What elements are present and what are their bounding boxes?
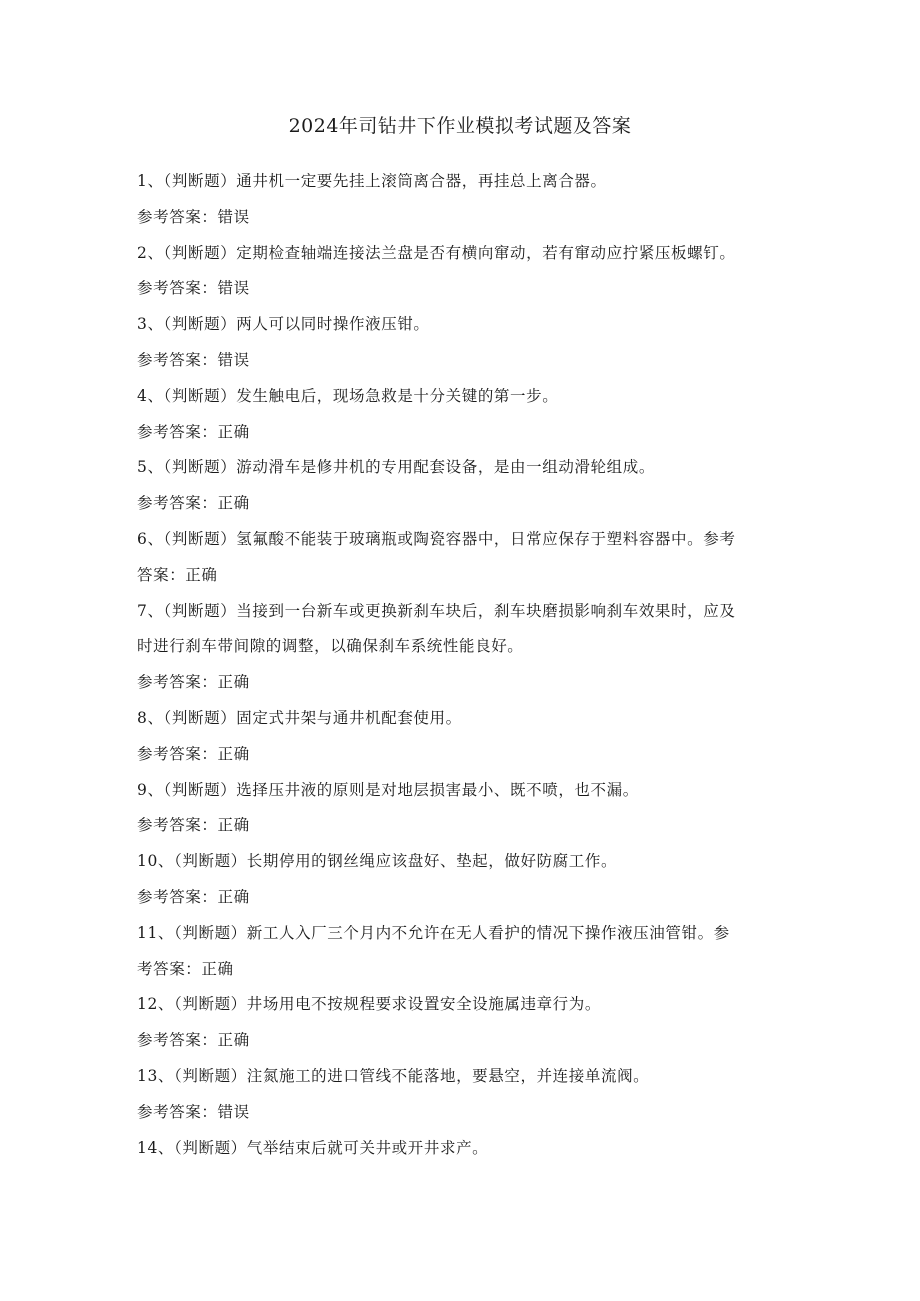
question-12-line-1: 12、（判断题）井场用电不按规程要求设置安全设施属违章行为。 xyxy=(137,995,601,1014)
question-1-line-1: 1、（判断题）通井机一定要先挂上滚筒离合器，再挂总上离合器。 xyxy=(137,172,607,190)
question-13-line-1: 13、（判断题）注氮施工的进口管线不能落地，要悬空，并连接单流阀。 xyxy=(137,1066,650,1085)
question-4-line-1: 4、（判断题）发生触电后，现场急救是十分关键的第一步。 xyxy=(137,386,559,405)
document-title: 2024年司钻井下作业模拟考试题及答案 xyxy=(288,115,632,137)
answer-5: 参考答案：正确 xyxy=(137,494,250,513)
question-2-line-1: 2、（判断题）定期检查轴端连接法兰盘是否有横向窜动，若有窜动应拧紧压板螺钉。 xyxy=(137,243,736,262)
document-body xyxy=(137,164,787,1166)
answer-4: 参考答案：正确 xyxy=(137,422,250,441)
answer-8: 参考答案：正确 xyxy=(137,744,250,763)
answer-7: 参考答案：正确 xyxy=(137,673,250,692)
question-7-line-1: 7、（判断题）当接到一台新车或更换新刹车块后，刹车块磨损影响刹车效果时，应及 xyxy=(137,601,736,620)
answer-2: 参考答案：错误 xyxy=(137,279,250,298)
question-11-line-1: 11、（判断题）新工人入厂三个月内不允许在无人看护的情况下操作液压油管钳。参 xyxy=(137,923,730,942)
question-7-line-2: 时进行刹车带间隙的调整，以确保刹车系统性能良好。 xyxy=(137,637,524,656)
answer-9: 参考答案：正确 xyxy=(137,816,250,835)
answer-11: 考答案：正确 xyxy=(137,959,234,978)
question-3-line-1: 3、（判断题）两人可以同时操作液压钳。 xyxy=(137,315,430,334)
question-8-line-1: 8、（判断题）固定式井架与通井机配套使用。 xyxy=(137,708,462,727)
answer-1: 参考答案：错误 xyxy=(137,207,250,226)
answer-13: 参考答案：错误 xyxy=(137,1102,250,1121)
answer-3: 参考答案：错误 xyxy=(137,350,250,369)
answer-10: 参考答案：正确 xyxy=(137,887,250,906)
answer-12: 参考答案：正确 xyxy=(137,1031,250,1050)
question-14-line-1: 14、（判断题）气举结束后就可关井或开井求产。 xyxy=(137,1138,489,1157)
question-6-line-1: 6、（判断题）氢氟酸不能装于玻璃瓶或陶瓷容器中，日常应保存于塑料容器中。参考 xyxy=(137,529,736,548)
answer-6: 答案：正确 xyxy=(137,565,218,584)
question-5-line-1: 5、（判断题）游动滑车是修井机的专用配套设备，是由一组动滑轮组成。 xyxy=(137,458,655,477)
question-9-line-1: 9、（判断题）选择压井液的原则是对地层损害最小、既不喷，也不漏。 xyxy=(137,780,639,799)
question-10-line-1: 10、（判断题）长期停用的钢丝绳应该盘好、垫起，做好防腐工作。 xyxy=(137,852,618,871)
